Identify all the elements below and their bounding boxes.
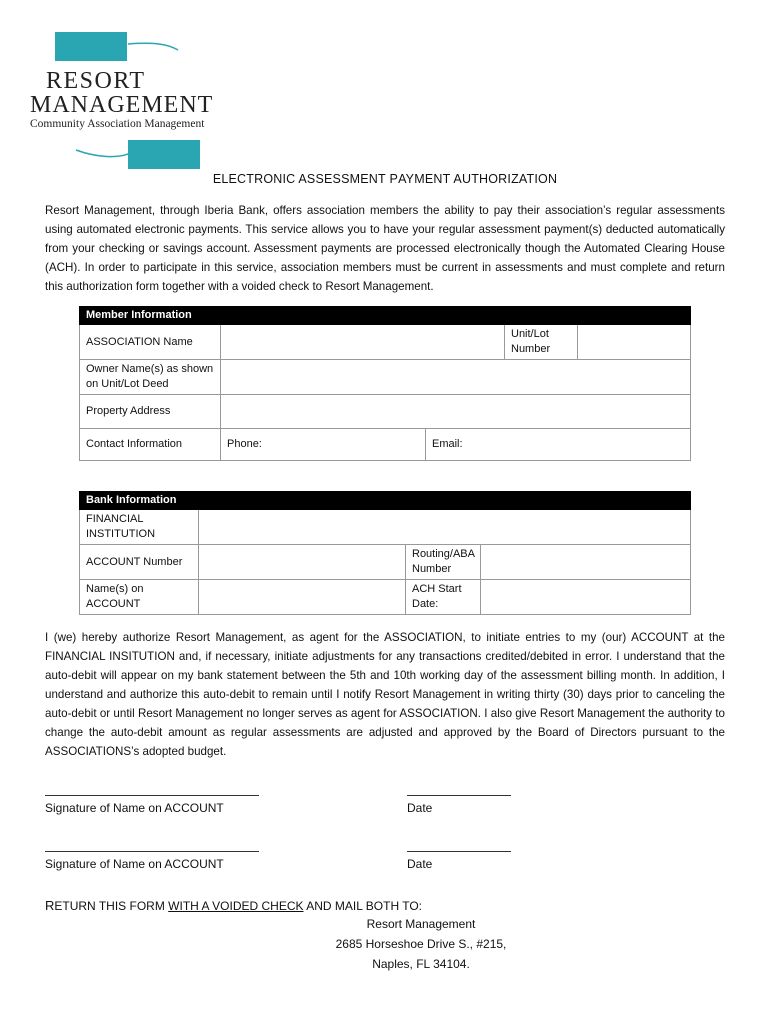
company-logo — [28, 30, 228, 170]
unit-lot-input[interactable] — [578, 325, 691, 360]
address-line-1: Resort Management — [366, 917, 476, 931]
routing-label: Routing/ABA Number — [406, 545, 481, 580]
address-line-3: Naples, FL 34104. — [372, 957, 470, 971]
association-name-input[interactable] — [221, 325, 505, 360]
bank-information-table — [79, 491, 691, 615]
signature-line-1[interactable] — [45, 795, 259, 796]
signature-label-1: Signature of Name on ACCOUNT — [45, 801, 224, 815]
authorization-paragraph: I (we) hereby authorize Resort Management, as agent for the ASSOCIATION, to initiate entries to my (our) ACCOUNT at the FINANCIAL INSITUTION and, if necessary, initiate adjustments for any transactions credited/debited in error. I understand that the auto-debit will appear on my bank statement between the 5th and 10th working day of the assessment billing month. In addition, I understand and authorize this auto-debit to remain until I notify Resort Management in writing thirty (30) days prior to canceling the auto-debit or until Resort Management no longer serves as agent for ASSOCIATION. I also give Resort Management the authority to change the auto-debit amount as regular assessments are adjusted and approved by the Board of Directors pursuant to the ASSOCIATIONS’s adopted budget. — [45, 631, 725, 758]
address-line-2: 2685 Horseshoe Drive S., #215, — [335, 937, 507, 951]
routing-input[interactable] — [481, 545, 691, 580]
date-label-2: Date — [407, 857, 433, 871]
date-label-1: Date — [407, 801, 433, 815]
contact-info-label: Contact Information — [80, 429, 221, 461]
association-name-label: ASSOCIATION Name — [80, 325, 221, 360]
date-line-2[interactable] — [407, 851, 511, 852]
return-instructions: RETURN THIS FORM WITH A VOIDED CHECK AND MAIL BOTH TO: — [45, 898, 423, 913]
member-information-table — [79, 306, 691, 461]
logo-accent-bar-bottom — [128, 140, 200, 169]
logo-text-management: MANAGEMENT — [30, 92, 214, 118]
email-field[interactable]: Email: — [426, 429, 691, 461]
form-title: ELECTRONIC ASSESSMENT PAYMENT AUTHORIZATION — [212, 172, 558, 186]
owner-names-input[interactable] — [221, 360, 691, 395]
financial-institution-input[interactable] — [199, 510, 691, 545]
logo-tagline: Community Association Management — [30, 118, 205, 130]
ach-start-label: ACH Start Date: — [406, 580, 481, 615]
member-section-header: Member Information — [80, 307, 691, 325]
account-number-label: ACCOUNT Number — [80, 545, 199, 580]
signature-line-2[interactable] — [45, 851, 259, 852]
intro-paragraph: Resort Management, through Iberia Bank, offers association members the ability to pay their association’s regular assessments using automated electronic payments. This service allows you to have your regular assessment payment(s) deducted automatically from your checking or savings account. Assessment payments are processed electronically though the Automated Clearing House (ACH). In order to participate in this service, association members must be current in assessments and must complete and return this authorization form together with a voided check to Resort Management. — [45, 204, 725, 293]
ach-start-input[interactable] — [481, 580, 691, 615]
logo-text-resort: RESORT — [46, 68, 146, 94]
property-address-input[interactable] — [221, 395, 691, 429]
unit-lot-label: Unit/Lot Number — [505, 325, 578, 360]
owner-names-label: Owner Name(s) as shown on Unit/Lot Deed — [80, 360, 221, 395]
date-line-1[interactable] — [407, 795, 511, 796]
financial-institution-label: FINANCIAL INSTITUTION — [80, 510, 199, 545]
names-on-account-label: Name(s) on ACCOUNT — [80, 580, 199, 615]
signature-label-2: Signature of Name on ACCOUNT — [45, 857, 224, 871]
bank-section-header: Bank Information — [80, 492, 691, 510]
account-number-input[interactable] — [199, 545, 406, 580]
mailing-address — [0, 914, 770, 974]
property-address-label: Property Address — [80, 395, 221, 429]
names-on-account-input[interactable] — [199, 580, 406, 615]
phone-field[interactable]: Phone: — [221, 429, 426, 461]
